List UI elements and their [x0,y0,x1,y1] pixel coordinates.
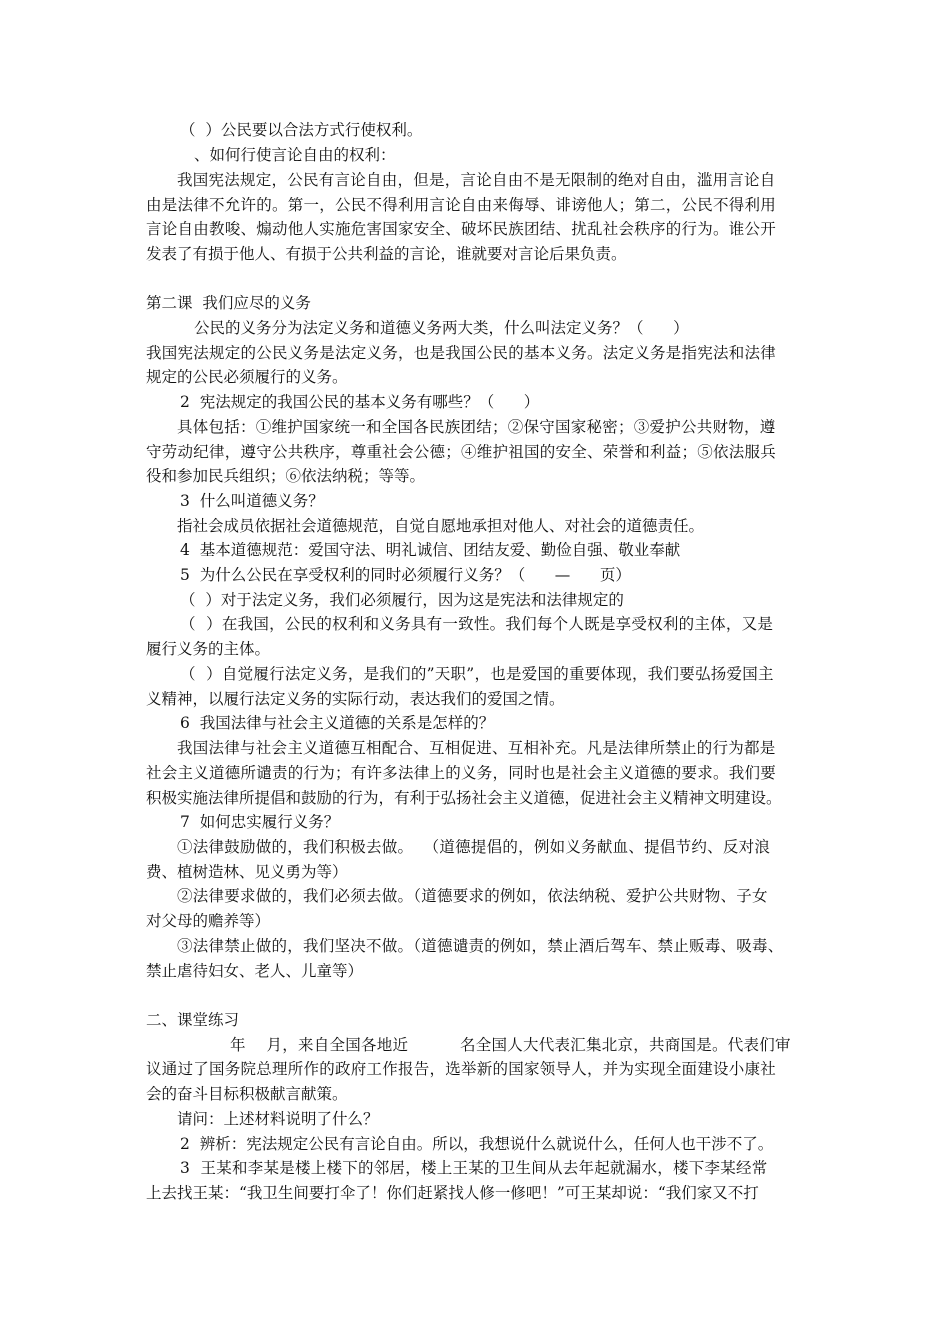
text-line: 议通过了国务院总理所作的政府工作报告，选举新的国家领导人，并为实现全面建设小康社 [146,1060,777,1078]
text-line: （ ）公民要以合法方式行使权利。 [180,121,423,139]
text-line: 我国法律与社会主义道德互相配合、互相促进、互相补充。凡是法律所禁止的行为都是 [177,739,776,757]
text-line: 年 月，来自全国各地近 名全国人大代表汇集北京，共商国是。代表们审 [230,1036,791,1054]
text-line: 费、植树造林、见义勇为等） [146,863,348,881]
question-line: 6 我国法律与社会主义道德的关系是怎样的？ [180,714,495,732]
text-line: 守劳动纪律，遵守公共秩序，尊重社会公德；④维护祖国的安全、荣誉和利益；⑤依法服兵 [146,443,777,461]
text-line: 积极实施法律所提倡和鼓励的行为，有利于弘扬社会主义道德，促进社会主义精神文明建设。 [146,789,782,807]
text-line: 履行义务的主体。 [146,640,271,658]
text-line: 发表了有损于他人、有损于公共利益的言论，谁就要对言论后果负责。 [146,245,627,263]
text-line: ③法律禁止做的，我们坚决不做。（道德谴责的例如，禁止酒后驾车、禁止贩毒、吸毒、 [177,937,784,955]
question-line: 5 为什么公民在享受权利的同时必须履行义务？（ — 页） [180,566,631,584]
text-line: 规定的公民必须履行的义务。 [146,368,348,386]
text-line: 具体包括：①维护国家统一和全国各民族团结；②保守国家秘密；③爱护公共财物，遵 [177,418,776,436]
text-line: ②法律要求做的，我们必须去做。（道德要求的例如，依法纳税、爱护公共财物、子女 [177,887,768,905]
text-line: 由是法律不允许的。第一，公民不得利用言论自由来侮辱、诽谤他人；第二，公民不得利用 [146,196,777,214]
text-line: 我国宪法规定的公民义务是法定义务，也是我国公民的基本义务。法定义务是指宪法和法律 [146,344,777,362]
section-title: 二、课堂练习 [146,1011,240,1029]
text-line: 义精神，以履行法定义务的实际行动，表达我们的爱国之情。 [146,690,565,708]
lesson-title: 第二课 我们应尽的义务 [146,294,311,312]
text-line: 役和参加民兵组织；⑥依法纳税；等等。 [146,467,426,485]
question-line: 7 如何忠实履行义务？ [180,813,340,831]
question-line: 3 什么叫道德义务？ [180,492,324,510]
text-line: 指社会成员依据社会道德规范，自觉自愿地承担对他人、对社会的道德责任。 [177,517,705,535]
text-line: 禁止虐待妇女、老人、儿童等） [146,962,364,980]
text-line: 3 王某和李某是楼上楼下的邻居，楼上王某的卫生间从去年起就漏水，楼下李某经常 [180,1159,768,1177]
question-line: 2 辨析：宪法规定公民有言论自由。所以，我想说什么就说什么，任何人也干涉不了。 [180,1135,774,1153]
question-line: 2 宪法规定的我国公民的基本义务有哪些？（ ） [180,393,540,411]
question-line: 公民的义务分为法定义务和道德义务两大类，什么叫法定义务？（ ） [194,319,689,337]
text-line: 会的奋斗目标积极献言献策。 [146,1085,348,1103]
section-heading: 、如何行使言论自由的权利： [194,146,396,164]
text-line: （ ）对于法定义务，我们必须履行，因为这是宪法和法律规定的 [180,591,624,609]
question-line: 请问：上述材料说明了什么？ [177,1110,379,1128]
text-line: 社会主义道德所谴责的行为；有许多法律上的义务，同时也是社会主义道德的要求。我们要 [146,764,777,782]
text-line: （ ）在我国，公民的权利和义务具有一致性。我们每个人既是享受权利的主体，又是 [180,615,774,633]
text-line: 言论自由教唆、煽动他人实施危害国家安全、破坏民族团结、扰乱社会秩序的行为。谁公开 [146,220,777,238]
text-line: 4 基本道德规范：爱国守法、明礼诚信、团结友爱、勤俭自强、敬业奉献 [180,541,681,559]
text-line: 我国宪法规定，公民有言论自由，但是，言论自由不是无限制的绝对自由，滥用言论自 [177,171,776,189]
text-line: 上去找王某：“我卫生间要打伞了！你们赶紧找人修一修吧！”可王某却说：“我们家又不打 [146,1184,759,1202]
text-line: （ ）自觉履行法定义务，是我们的”天职”，也是爱国的重要体现，我们要弘扬爱国主 [180,665,774,683]
text-line: 对父母的赡养等） [146,912,271,930]
text-line: ①法律鼓励做的，我们积极去做。 （道德提倡的，例如义务献血、提倡节约、反对浪 [177,838,771,856]
